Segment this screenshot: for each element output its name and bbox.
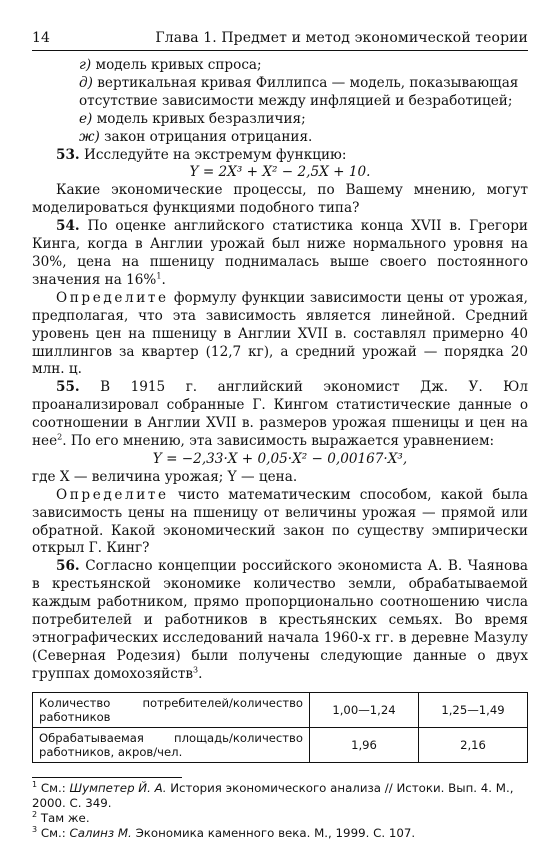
- task-number: 56.: [56, 558, 80, 575]
- footnote-mark: 2: [32, 809, 38, 819]
- variable-definitions: [32, 469, 528, 487]
- footnote-text: История экономического анализа // Истоки. Вып. 4. М., 2000. С. 349.: [32, 780, 514, 810]
- page-header: [32, 30, 528, 51]
- task-text-end: . По его мнению, эта зависимость выражается уравнением:: [62, 433, 495, 450]
- list-marker: ж): [79, 128, 100, 145]
- footnote-mark: 1: [32, 779, 38, 789]
- task-54-instruction: [32, 290, 528, 380]
- table-cell: 1,00—1,24: [310, 692, 419, 727]
- footnote-ref: 2: [57, 432, 63, 442]
- list-item: [32, 57, 528, 75]
- footnote-text: Там же.: [40, 810, 90, 825]
- task-number: 54.: [56, 218, 80, 235]
- equation-text: Y = 2X³ + X² − 2,5X + 10.: [189, 164, 371, 181]
- footnote-prefix: См.:: [40, 780, 66, 795]
- task-53: [32, 147, 528, 165]
- row-label: Обрабатываемая площадь/количество работников, акров/чел.: [33, 727, 310, 762]
- footnote-author: Салинз М.: [69, 825, 132, 840]
- page: [32, 30, 528, 841]
- list-item-text: модель кривых безразличия;: [96, 110, 306, 127]
- where-text: где X — величина урожая; Y — цена.: [32, 468, 298, 485]
- footnote-ref: 3: [193, 665, 199, 675]
- equation-53: [32, 164, 528, 182]
- task-55-instruction: [32, 487, 528, 559]
- spaced-word: Определите: [56, 486, 169, 503]
- list-item-text: закон отрицания отрицания.: [104, 128, 313, 145]
- task-53-question: [32, 182, 528, 218]
- task-text: В 1915 г. английский экономист Дж. У. Юл проанализировал собранные Г. Кингом статистические данные о соотношении в Англии XVII в. размеров урожая пшеницы и цен на нее: [32, 379, 528, 450]
- page-number: 14: [32, 30, 51, 46]
- list-marker: г): [79, 57, 92, 73]
- page-body: [32, 57, 528, 763]
- question-text: Какие экономические процессы, по Вашему мнению, могут моделироваться функциями подобного типа?: [32, 182, 528, 217]
- row-label: Количество потребителей/количество работников: [33, 692, 310, 727]
- households-table: [32, 692, 528, 763]
- task-text-end: .: [161, 271, 166, 288]
- footnote-text: Экономика каменного века. М., 1999. С. 107.: [135, 825, 416, 840]
- list-item: [32, 75, 528, 111]
- footnote: [32, 826, 528, 841]
- list-item: [32, 111, 528, 129]
- footnotes: [32, 781, 528, 841]
- table-cell: 1,25—1,49: [419, 692, 528, 727]
- chapter-title: Глава 1. Предмет и метод экономической теории: [155, 30, 528, 46]
- task-55: [32, 379, 528, 451]
- task-54: [32, 218, 528, 290]
- list-item-text: вертикальная кривая Филлипса — модель, показывающая отсутствие зависимости между инфляцией и безработицей;: [79, 74, 519, 109]
- list-item-text: модель кривых спроса;: [95, 57, 262, 73]
- equation-55: [32, 451, 528, 469]
- instruction-text: формулу функции зависимости цены от урожая, предполагая, что эта зависимость является линейной. Средний уровень цен на пшеницу в Англии XVII в. составлял примерно 40 шиллингов за квартер (12,7 кг), а средний урожай — порядка 20 млн. ц.: [32, 289, 529, 378]
- spaced-word: Определите: [56, 289, 169, 306]
- footnote: [32, 811, 528, 826]
- task-number: 55.: [56, 379, 80, 396]
- table-row: [33, 692, 528, 727]
- footnote-author: Шумпетер Й. А.: [69, 780, 167, 795]
- task-number: 53.: [56, 146, 80, 163]
- table-cell: 2,16: [419, 727, 528, 762]
- task-text: Согласно концепции российского экономиста А. В. Чаянова в крестьянской экономике количество земли, обрабатываемой каждым работником, прямо пропорционально соотношению числа потребителей и работников в крестьянских семьях. Во время этнографических исследований начала 1960-х гг. в деревне Мазулу (Северная Родезия) были получены следующие данные о двух группах домохозяйств: [32, 558, 528, 682]
- footnote-ref: 1: [156, 271, 162, 281]
- task-text: Исследуйте на экстремум функцию:: [83, 146, 347, 163]
- footnote-mark: 3: [32, 824, 38, 834]
- equation-text: Y = −2,33·X + 0,05·X² − 0,00167·X³,: [152, 450, 408, 467]
- table-cell: 1,96: [310, 727, 419, 762]
- footnote-prefix: См.:: [40, 825, 66, 840]
- footnote: [32, 781, 528, 811]
- list-item: [32, 129, 528, 147]
- footnote-divider: [32, 777, 182, 778]
- instruction-text: чисто математическим способом, какой была зависимость цены на пшеницу от величины урожая — прямой или обратной. Какой экономический закон по существу эмпирически открыл Г. Кинг?: [32, 486, 528, 557]
- list-marker: е): [79, 110, 93, 127]
- list-marker: д): [79, 74, 93, 91]
- table-row: [33, 727, 528, 762]
- task-56: [32, 558, 528, 683]
- task-text: По оценке английского статистика конца XVII в. Грегори Кинга, когда в Англии урожай был ниже нормального уровня на 30%, цена на пшеницу поднималась выше своего постоянного значения на 16%: [32, 218, 528, 288]
- task-text-end: .: [198, 665, 203, 682]
